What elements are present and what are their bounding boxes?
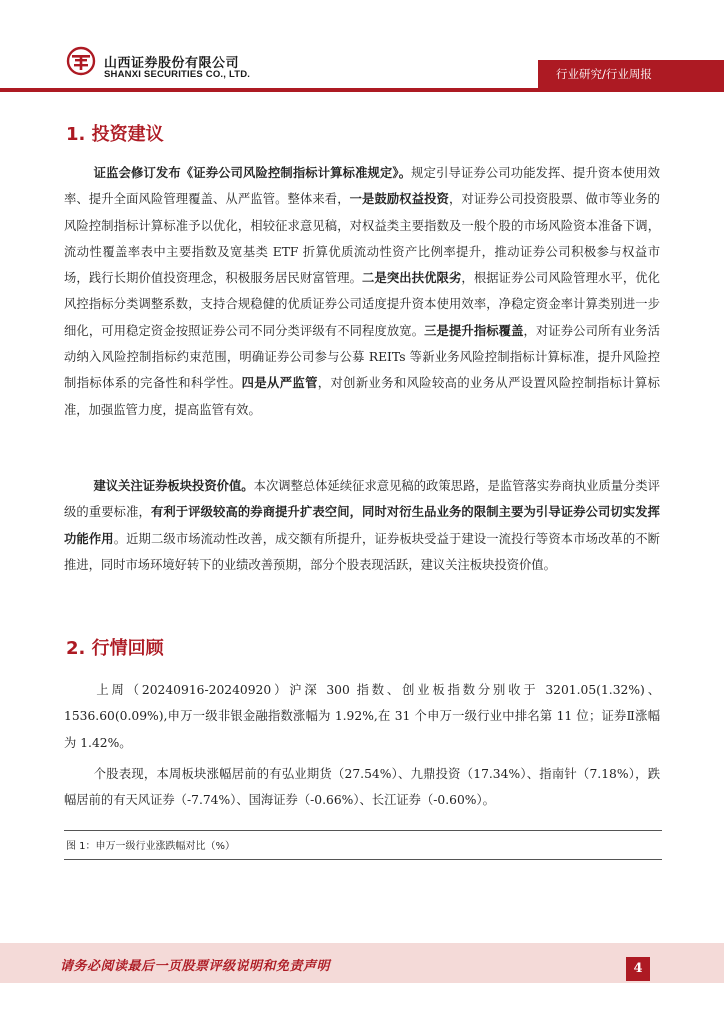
text-run: ，对证券公司投资股票、做市等业务的风险控制指标计算标准予以优化，相较征求意见稿，对权益类主要指数及一般个股的市场风险资本准备下调，流动性覆盖率表中主要指数及宽基类 ETF 折算优质流动性资产比例率提升，推动证券公司积极参与权益市场，践行长期价值投资理念，积极服务居民财富管理。	[64, 192, 660, 286]
text-run: 本次调整总体延续征求意见稿的政策思路，是监管落实券商执业质量分类评级的重要标准，	[64, 479, 660, 520]
market-review-paragraph-1: 上周（20240916-20240920）沪深 300 指数、创业板指数分别收于 3201.05(1.32%)、1536.60(0.09%),申万一级非银金融指数涨幅为 1.92%,在 31 个申万一级行业中排名第 11 位；证券Ⅱ涨幅为 1.42%。	[64, 683, 660, 750]
bold-phrase: 一是鼓励权益投资	[349, 191, 449, 207]
investment-advice-paragraph-1	[64, 160, 660, 423]
report-type-label: 行业研究/行业周报	[556, 67, 652, 81]
section-title-market-review: 2. 行情回顾	[66, 638, 164, 659]
page-header	[0, 0, 724, 92]
investment-advice-paragraph-2	[64, 473, 660, 578]
bold-phrase: 二是突出扶优限劣	[362, 270, 462, 286]
market-review-paragraph-2: 个股表现，本周板块涨幅居前的有弘业期货（27.54%）、九鼎投资（17.34%）、指南针（7.18%），跌幅居前的有天风证券（-7.74%）、国海证券（-0.66%）、长江证券（-0.60%）。	[64, 767, 660, 808]
figure-caption: 图 1：申万一级行业涨跌幅对比（%）	[66, 841, 236, 852]
text-run: ，根据证券公司风险管理水平，优化风控指标分类调整系数，支持合规稳健的优质证券公司适度提升资本使用效率，净稳定资金率计算类别进一步细化，可用稳定资金按照证券公司不同分类评级有不同程度放宽。	[64, 271, 660, 338]
text-run: ，对证券公司所有业务活动纳入风险控制指标约束范围，明确证券公司参与公募 REITs 等新业务风险控制指标计算标准，提升风险控制指标体系的完备性和科学性。	[64, 323, 660, 391]
figure-rule-bottom	[64, 859, 662, 860]
bold-phrase: 四是从严监管	[241, 375, 318, 391]
header-band	[0, 88, 724, 92]
report-type-tab	[538, 60, 724, 88]
shanxi-securities-logo-icon	[66, 46, 96, 76]
text-run: 规定引导证券公司功能发挥、提升资本使用效率、提升全面风险管理覆盖、从严监管。整体来看，	[64, 166, 660, 207]
figure-rule-top	[64, 830, 662, 831]
page-footer	[0, 943, 724, 983]
company-name-en: SHANXI SECURITIES CO., LTD.	[104, 69, 251, 80]
bold-phrase: 建议关注证券板块投资价值。	[93, 478, 254, 493]
bold-phrase: 有利于评级较高的券商提升扩表空间，同时对衍生品业务的限制主要为引导证券公司切实发挥功能作用	[64, 504, 660, 546]
company-name-cn: 山西证券股份有限公司	[104, 56, 240, 71]
footer-disclaimer: 请务必阅读最后一页股票评级说明和免责声明	[60, 959, 331, 974]
page-number: 4	[626, 957, 650, 981]
text-run: 。近期二级市场流动性改善，成交额有所提升，证券板块受益于建设一流投行等资本市场改革的不断推进，同时市场环境好转下的业绩改善预期，部分个股表现活跃，建议关注板块投资价值。	[64, 531, 660, 572]
text-run: ，对创新业务和风险较高的业务从严设置风险控制指标计算标准，加强监管力度，提高监管有效。	[64, 376, 660, 417]
bold-phrase: 三是提升指标覆盖	[424, 322, 524, 338]
bold-phrase: 证监会修订发布《证券公司风险控制指标计算标准规定》。	[93, 165, 412, 180]
section-title-investment-advice: 1. 投资建议	[66, 124, 164, 145]
